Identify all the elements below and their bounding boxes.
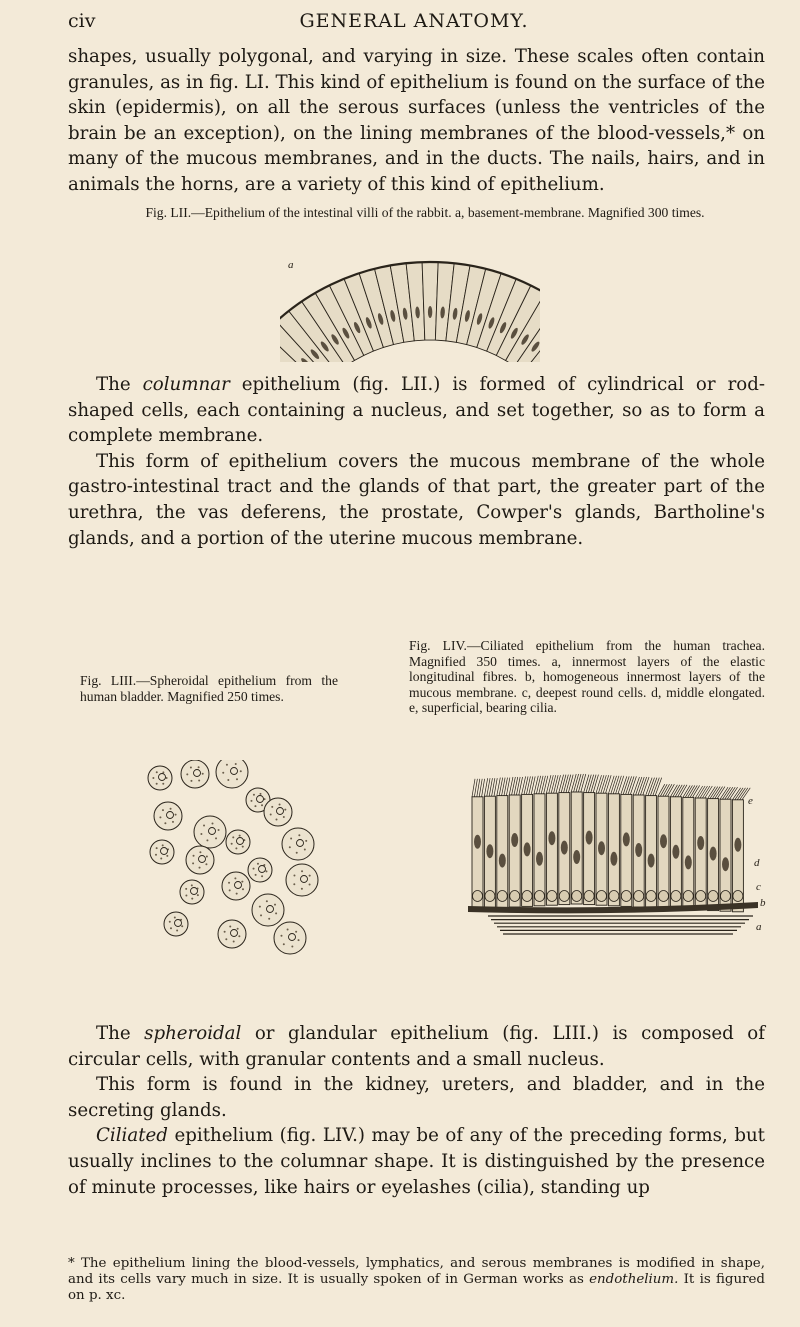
spheroidal-cell: [274, 922, 306, 954]
granule: [190, 780, 192, 782]
granule: [236, 778, 238, 780]
granule: [295, 931, 297, 933]
text-run: The: [96, 1023, 145, 1044]
granule: [260, 914, 262, 916]
emphasis-term: columnar: [142, 374, 230, 395]
cell-nucleus: [511, 833, 518, 847]
running-title: GENERAL ANATOMY.: [299, 10, 529, 32]
cilium: [618, 776, 624, 794]
spheroidal-cell: [164, 912, 188, 936]
fig-54-label-b: b: [760, 897, 766, 909]
cell-nucleus: [685, 855, 692, 869]
fig-53-caption: Fig. LIII.—Spheroidal epithelium from the human bladder. Magnified 250 times.: [80, 673, 338, 704]
fig-52-caption: Fig. LII.—Epithelium of the intestinal villi of the rabbit. a, basement-membrane. Magnified 300 times.: [145, 205, 705, 220]
cilium: [568, 775, 573, 793]
granule: [233, 941, 235, 943]
granule: [159, 816, 161, 818]
granule: [261, 804, 263, 806]
round-cell: [683, 891, 693, 902]
granule: [156, 783, 158, 785]
granule: [268, 918, 270, 920]
round-cell: [597, 891, 607, 902]
fig-54-caption: Fig. LIV.—Ciliated epithelium from the human trachea. Magnified 350 times. a, innermost layers of the elastic longitudinal fibres. b, homogeneous innermost layers of the mucous membrane. c, deepest round cells. d, middle elongated. e, superficial, bearing cilia.: [409, 638, 765, 716]
granule: [239, 835, 241, 837]
granule: [155, 854, 157, 856]
cell-nucleus: [536, 852, 543, 866]
granule: [289, 846, 291, 848]
granule: [229, 926, 231, 928]
granule: [276, 819, 278, 821]
ciliated-cells: [472, 792, 743, 912]
cilium: [584, 775, 589, 793]
cell-nucleus: [672, 845, 679, 859]
cell-nucleus: [722, 857, 729, 871]
cilium: [616, 776, 622, 794]
granule: [181, 925, 183, 927]
text-run: epithelium (fig. LII.) is formed of cylindrical or rod-shaped cells, each containing a nucleus, and set together, so as to form a complete membrane.: [68, 374, 766, 447]
cell-nucleus: [428, 306, 432, 318]
columnar-cell: [571, 792, 582, 904]
cilium: [591, 775, 596, 793]
granule: [235, 847, 237, 849]
granule: [234, 877, 236, 879]
text-run: or glandular epithelium (fig. LIII.) is composed of circular cells, with granular contents and a small nucleus.: [68, 1023, 765, 1070]
granule: [257, 863, 259, 865]
granule: [270, 813, 272, 815]
page-number: civ: [68, 10, 96, 32]
spheroidal-cell: [282, 828, 314, 860]
granule: [174, 917, 176, 919]
granule: [237, 928, 239, 930]
cilium: [588, 775, 593, 793]
cell-nucleus: [548, 831, 555, 845]
cilium: [536, 776, 540, 794]
granule: [215, 837, 217, 839]
granule: [160, 858, 162, 860]
round-cell: [584, 891, 594, 902]
spheroidal-cell: [218, 920, 246, 948]
fig-54-label-d: d: [754, 857, 760, 869]
granule: [253, 868, 255, 870]
columnar-cells: [280, 262, 540, 362]
cell-nucleus: [486, 844, 493, 858]
round-cell: [559, 891, 569, 902]
granule: [275, 912, 277, 914]
granule: [279, 803, 281, 805]
granule: [298, 834, 300, 836]
spheroidal-cell: [226, 830, 250, 854]
granule: [205, 863, 207, 865]
fig-54-label-a: a: [756, 921, 762, 933]
granule: [206, 856, 208, 858]
granule: [238, 935, 240, 937]
round-cell: [696, 891, 706, 902]
granule: [301, 888, 303, 890]
granule: [298, 939, 300, 941]
granule: [176, 930, 178, 932]
footnote: [68, 1256, 765, 1304]
granule: [162, 809, 164, 811]
granule: [175, 814, 177, 816]
granule: [259, 906, 261, 908]
cilium: [601, 775, 607, 793]
granule: [254, 805, 256, 807]
granule: [191, 884, 193, 886]
granule: [198, 766, 200, 768]
granule: [190, 766, 192, 768]
cilium: [529, 776, 533, 794]
granule: [232, 836, 234, 838]
granule: [192, 862, 194, 864]
granule: [301, 870, 303, 872]
granule: [199, 867, 201, 869]
paragraph-text: This form of epithelium covers the mucous membrane of the whole gastro-intestinal tract and the glands of that part, the greater part of the urethra, the vas deferens, the prostate, Cowper's glands, Bartholine's glands, and a portion of the uterine mucous membrane.: [68, 450, 765, 549]
round-cell: [485, 891, 495, 902]
cilium: [566, 775, 571, 793]
granule: [283, 816, 285, 818]
fig-52-label-a: a: [288, 259, 294, 271]
paragraph-text: [68, 1123, 765, 1200]
granule: [203, 825, 205, 827]
granule: [255, 874, 257, 876]
granule: [235, 763, 237, 765]
cilium: [608, 776, 614, 794]
columnar-cell: [608, 794, 619, 906]
fig-54-label-e: e: [748, 795, 753, 807]
spheroidal-cell: [252, 894, 284, 926]
cilium: [611, 776, 617, 794]
granule: [162, 844, 164, 846]
cilium: [593, 775, 598, 793]
cell-nucleus: [623, 832, 630, 846]
granule: [236, 893, 238, 895]
cilium: [551, 775, 556, 793]
granule: [241, 881, 243, 883]
granule: [290, 837, 292, 839]
granule: [259, 793, 261, 795]
round-cell: [547, 891, 557, 902]
spheroidal-cell: [150, 840, 174, 864]
round-cell: [522, 891, 532, 902]
granule: [162, 783, 164, 785]
cilium: [541, 776, 545, 794]
cell-nucleus: [474, 835, 481, 849]
round-cell: [473, 891, 483, 902]
cell-nucleus: [648, 854, 655, 868]
granule: [156, 847, 158, 849]
cell-nucleus: [635, 843, 642, 857]
columnar-cell: [546, 793, 557, 905]
round-cell: [646, 891, 656, 902]
granule: [293, 883, 295, 885]
granule: [274, 904, 276, 906]
paragraph-spheroidal: [68, 1021, 765, 1200]
columnar-cell: [584, 793, 595, 905]
round-cell: [671, 891, 681, 902]
fig-54-ciliated-illustration: [468, 766, 773, 941]
spheroidal-cell: [286, 864, 318, 896]
paragraph-text: [68, 1021, 765, 1072]
cell-nucleus: [524, 842, 531, 856]
granule: [202, 773, 204, 775]
granule: [226, 764, 228, 766]
granule: [284, 809, 286, 811]
granule: [166, 855, 168, 857]
round-cell: [510, 891, 520, 902]
fig-54-label-c: c: [756, 881, 761, 893]
cilium: [526, 776, 530, 794]
granule: [309, 883, 311, 885]
cilium: [740, 788, 748, 800]
granule: [218, 829, 220, 831]
text-run: epithelium (fig. LIV.) may be of any of the preceding forms, but usually inclines to the columnar shape. It is distinguished by the presence of minute processes, like hairs or eyelashes (cilia), standing up: [68, 1125, 765, 1198]
granule: [197, 894, 199, 896]
granule: [228, 882, 230, 884]
cilium: [596, 775, 602, 793]
cell-nucleus: [660, 834, 667, 848]
spheroidal-cell: [154, 802, 182, 830]
granule: [224, 931, 226, 933]
cell-nucleus: [710, 847, 717, 861]
granule: [261, 875, 263, 877]
granule: [193, 855, 195, 857]
paragraph-text: shapes, usually polygonal, and varying in size. These scales often contain granules, as in fig. LI. This kind of epithelium is found on the surface of the skin (epidermis), on all the serous surfaces (unless the ventricles of the brain be an exception), on the lining membranes of the blood-vessels,* on many of the mucous membranes, and in the ducts. The nails, hairs, and in animals the horns, are a variety of this kind of epithelium.: [68, 46, 765, 195]
cilium: [556, 775, 561, 793]
cell-nucleus: [697, 836, 704, 850]
granule: [296, 852, 298, 854]
granule: [222, 772, 224, 774]
cilium: [574, 774, 579, 792]
paragraph-text: [68, 372, 765, 449]
cell-nucleus: [573, 850, 580, 864]
granule: [185, 888, 187, 890]
round-cell: [621, 891, 631, 902]
cilium: [613, 776, 619, 794]
cilium: [539, 776, 543, 794]
granule: [253, 794, 255, 796]
cilium: [561, 775, 566, 793]
granule: [304, 849, 306, 851]
granule: [170, 808, 172, 810]
emphasis-term: Ciliated: [96, 1125, 168, 1147]
text-run: It is figured on p. xc.: [68, 1272, 765, 1303]
spheroidal-cell: [186, 846, 214, 874]
emphasis-term: endothelium.: [589, 1272, 679, 1287]
granule: [211, 823, 213, 825]
granule: [305, 840, 307, 842]
granule: [229, 889, 231, 891]
granule: [225, 938, 227, 940]
page-header: [68, 10, 760, 36]
spheroidal-cell: [264, 798, 292, 826]
cilium: [737, 788, 745, 800]
granule: [200, 833, 202, 835]
granule: [242, 846, 244, 848]
cell-nucleus: [499, 854, 506, 868]
granule: [191, 898, 193, 900]
cell-nucleus: [734, 838, 741, 852]
paragraph-squamous: [68, 44, 765, 198]
granule: [242, 888, 244, 890]
fig-53-spheroidal-illustration: [140, 760, 340, 960]
cilium: [581, 774, 586, 792]
granule: [199, 851, 201, 853]
paragraph-text: This form is found in the kidney, ureters, and bladder, and in the secreting glands.: [68, 1074, 765, 1121]
granule: [186, 773, 188, 775]
cilium: [554, 775, 559, 793]
cell-nucleus: [598, 841, 605, 855]
spheroidal-cell: [181, 760, 209, 788]
round-cell: [535, 891, 545, 902]
round-cell: [659, 891, 669, 902]
granule: [293, 874, 295, 876]
cilium: [578, 774, 583, 792]
round-cell: [721, 891, 731, 902]
cilium: [559, 775, 564, 793]
spheroidal-cells: [148, 760, 318, 954]
granule: [185, 894, 187, 896]
granule: [250, 800, 252, 802]
round-cell: [572, 891, 582, 902]
cilium: [564, 775, 569, 793]
granule: [198, 779, 200, 781]
columnar-cell: [534, 794, 545, 906]
round-cell: [497, 891, 507, 902]
spheroidal-cell: [222, 872, 250, 900]
spheroidal-cell: [180, 880, 204, 904]
granule: [309, 875, 311, 877]
cilium: [606, 775, 612, 793]
granule: [227, 779, 229, 781]
granule: [169, 921, 171, 923]
granule: [266, 900, 268, 902]
cell-nucleus: [561, 841, 568, 855]
granule: [206, 839, 208, 841]
cilium: [571, 774, 576, 792]
text-run: * The epithelium lining the blood-vessels, lymphatics, and serous membranes is modified in shape, and its cells vary much in size. It is usually spoken of in German works as: [68, 1256, 765, 1287]
granule: [291, 945, 293, 947]
spheroidal-cell: [194, 816, 226, 848]
cilium: [576, 774, 581, 792]
cell-nucleus: [610, 852, 617, 866]
cilium: [586, 775, 591, 793]
granule: [240, 770, 242, 772]
cell-nucleus: [586, 831, 593, 845]
cilium: [524, 776, 528, 794]
granule: [172, 821, 174, 823]
granule: [271, 806, 273, 808]
emphasis-term: spheroidal: [144, 1023, 242, 1044]
granule: [162, 771, 164, 773]
round-cell: [609, 891, 619, 902]
columnar-cell: [621, 794, 632, 906]
cilium: [549, 775, 554, 793]
round-cell: [708, 891, 718, 902]
spheroidal-cell: [248, 858, 272, 882]
granule: [170, 927, 172, 929]
granule: [152, 777, 154, 779]
paragraph-columnar: [68, 372, 765, 551]
cilium: [598, 775, 604, 793]
granule: [280, 935, 282, 937]
granule: [265, 870, 267, 872]
granule: [283, 943, 285, 945]
granule: [231, 843, 233, 845]
cilium: [603, 775, 609, 793]
round-cell: [634, 891, 644, 902]
text-run: The: [96, 374, 143, 395]
round-cell: [733, 891, 743, 902]
granule: [156, 771, 158, 773]
granule: [164, 822, 166, 824]
fig-52-columnar-illustration: [280, 240, 540, 362]
spheroidal-cell: [148, 766, 172, 790]
granule: [287, 929, 289, 931]
